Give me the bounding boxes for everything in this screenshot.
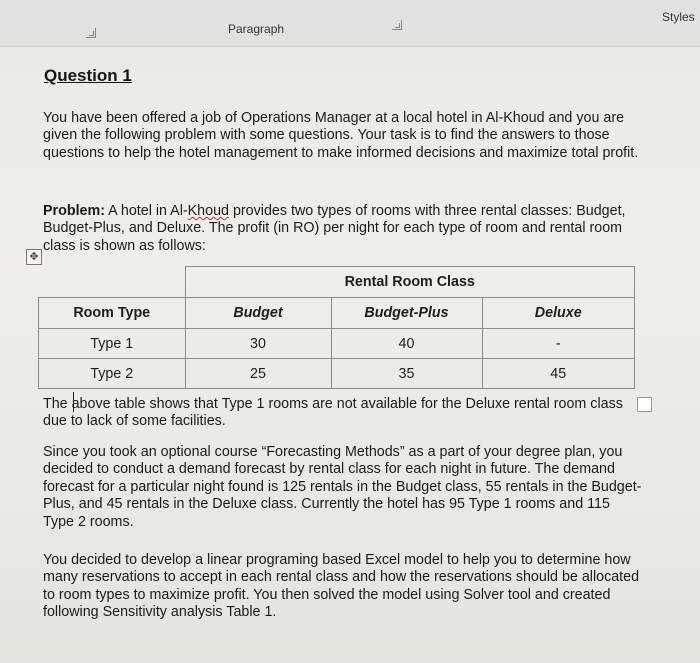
table-row [39,329,635,359]
profit-table [38,266,635,389]
table-move-handle-icon[interactable]: ✥ [26,249,42,265]
problem-text-b: provides two types of rooms with three rental classes: Budget, Budget-Plus, and Deluxe. The profit (in RO) per night for each type of room and rental room class is shown as follows: [43,203,626,254]
paragraph-dialog-launcher-icon[interactable] [392,20,402,30]
rental-class-header: Rental Room Class [185,267,635,298]
row-end-marker-icon [637,397,652,412]
table-corner-cell [39,267,186,298]
room-type-cell: Type 2 [39,359,186,389]
class-header-budget-plus: Budget-Plus [331,298,482,329]
problem-paragraph [43,203,643,255]
intro-paragraph: You have been offered a job of Operations Manager at a local hotel in Al-Khoud and you are given the following problem with some questions. Your task is to find the answers to those questions to help the hotel management to make informed decisions and maximize total profit. [43,110,639,161]
table-row [39,359,635,389]
value-cell: 25 [185,359,331,389]
page-heading: Question 1 [44,66,132,85]
value-cell: 45 [482,359,635,389]
text-cursor-icon [73,392,76,412]
ribbon [0,0,700,47]
font-dialog-launcher-icon[interactable] [86,28,96,38]
value-cell: 35 [331,359,482,389]
forecast-paragraph: Since you took an optional course “Forecasting Methods” as a part of your degree plan, you decided to conduct a demand forecast by rental class for each night in future. The demand forecast for a particular night found is 125 rentals in the Budget class, 55 rentals in the Budget-Plus, and 45 rentals in the Deluxe class. Currently the hotel has 95 Type 1 rooms and 115 Type 2 rooms. [43,444,642,530]
value-cell: - [482,329,635,359]
class-header-deluxe: Deluxe [482,298,635,329]
paragraph-group-label: Paragraph [228,22,285,36]
value-cell: 30 [185,329,331,359]
table-class-row [39,298,635,329]
model-paragraph: You decided to develop a linear programing based Excel model to help you to determine how many reservations to accept in each rental class and how the reservations should be allocated to room types to maximize profit. You then solved the model using Solver tool and created following Sensitivity analysis Table 1. [43,552,640,621]
room-type-header: Room Type [39,298,186,329]
styles-group-label: Styles [662,10,695,24]
class-header-budget: Budget [185,298,331,329]
value-cell: 40 [331,329,482,359]
problem-label: Problem: [43,203,105,219]
room-type-cell: Type 1 [39,329,186,359]
table-header-row [39,267,635,298]
spellcheck-word: Khoud [187,203,229,219]
problem-text-a: A hotel in Al- [104,203,188,219]
note-paragraph: The above table shows that Type 1 rooms are not available for the Deluxe rental room class due to lack of some facilities. [43,396,623,430]
